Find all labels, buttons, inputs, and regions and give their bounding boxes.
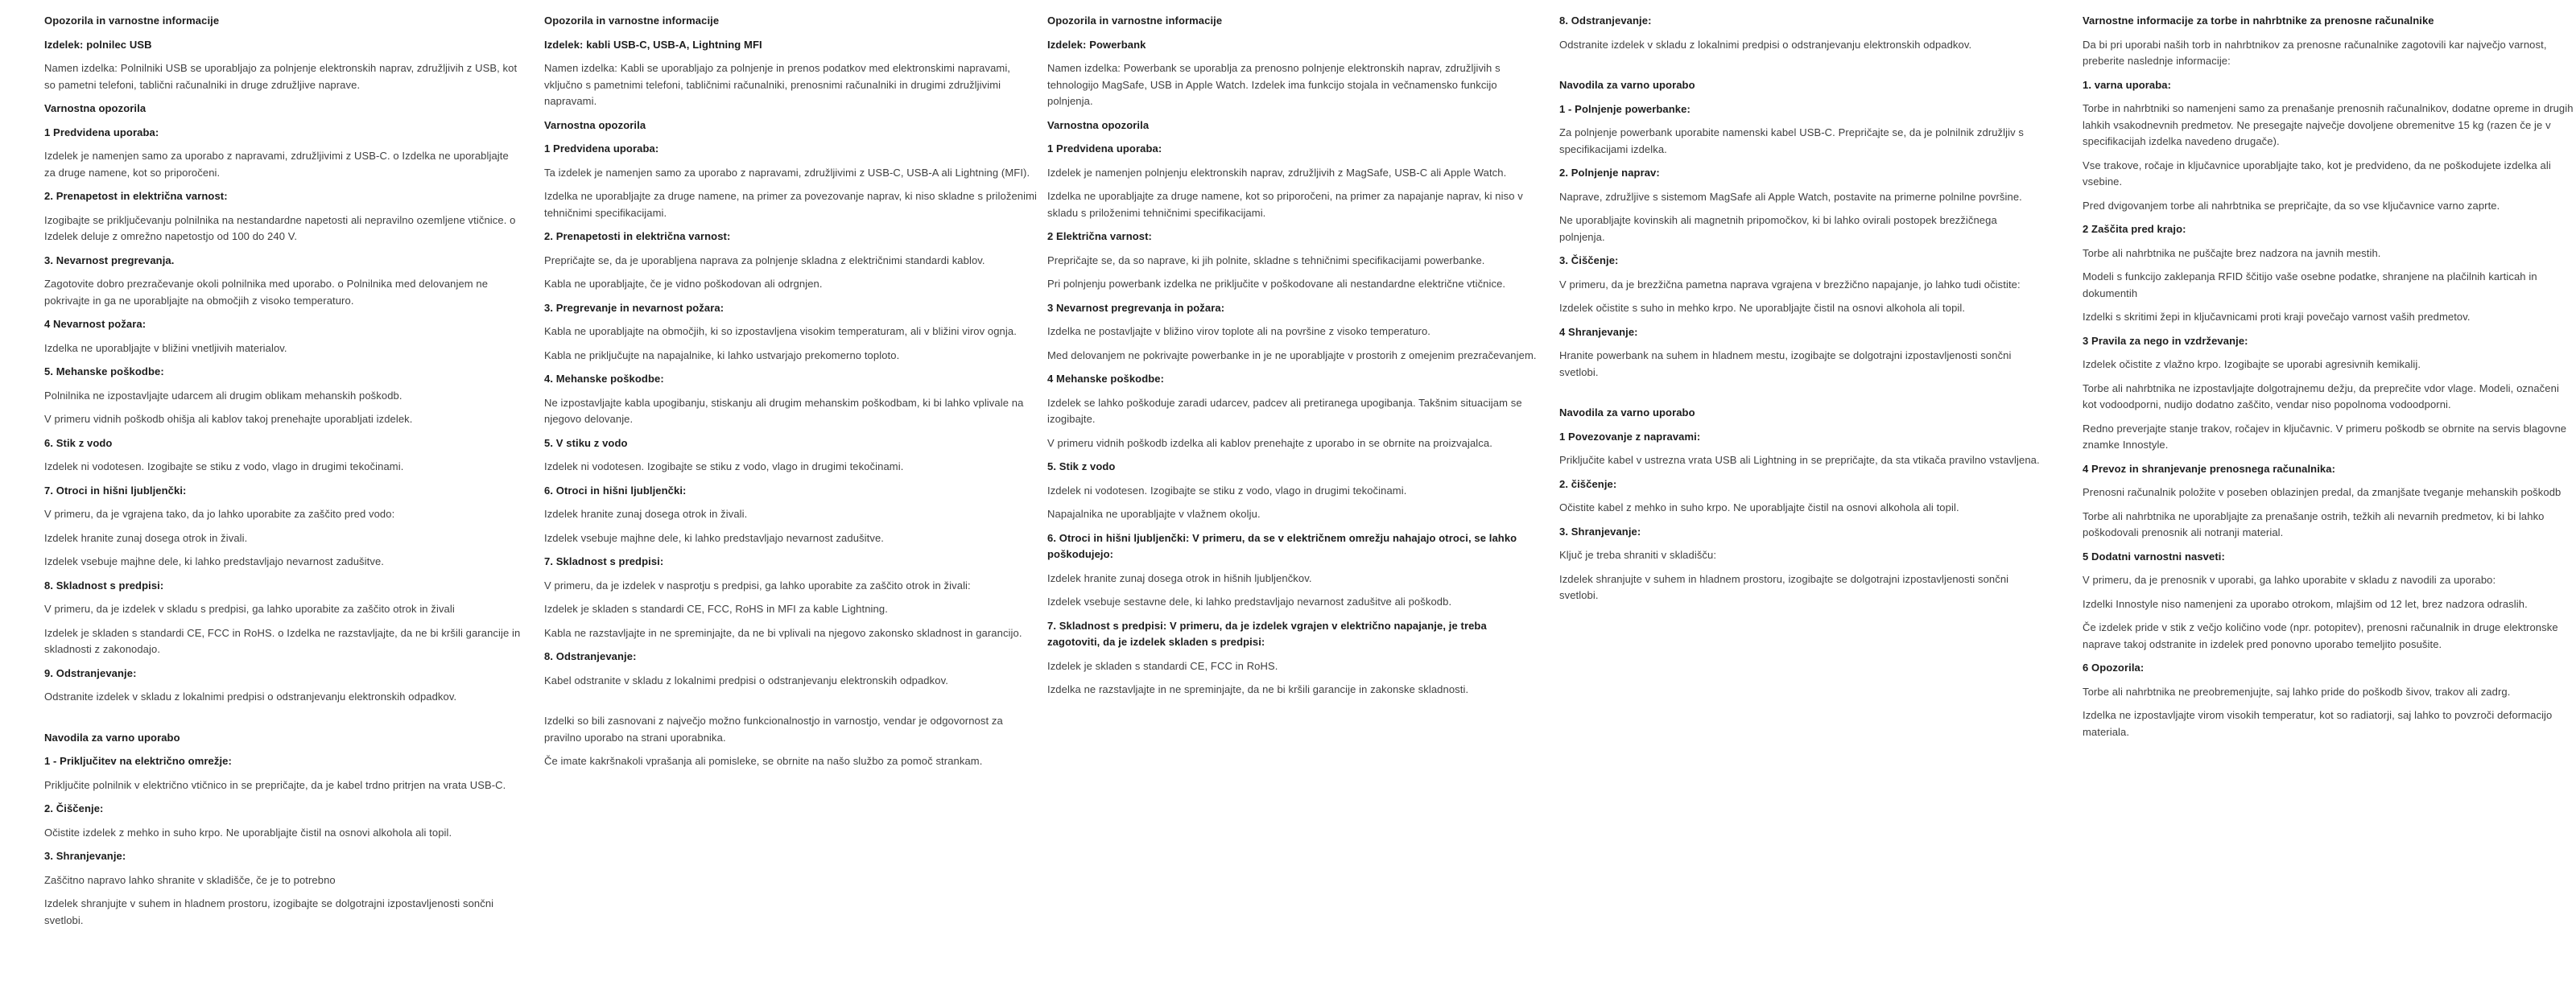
paragraph: Ta izdelek je namenjen samo za uporabo z napravami, združljivimi z USB-C, USB-A ali Lightning (MFI). — [544, 166, 1030, 179]
paragraph: Izdelki Innostyle niso namenjeni za uporabo otrokom, mlajšim od 12 let, brez nadzora odraslih. — [2083, 597, 2528, 610]
section-heading: 4 Prevoz in shranjevanje prenosnega računalnika: — [2083, 462, 2336, 475]
paragraph: Prepričajte se, da je uporabljena naprava za polnjenje skladna z električnimi standardi kablov. — [544, 254, 985, 266]
paragraph: Vse trakove, ročaje in ključavnice uporabljajte tako, kot je predvideno, da ne poškodujete izdelka ali vsebine. — [2083, 159, 2551, 188]
paragraph: Odstranite izdelek v skladu z lokalnimi predpisi o odstranjevanju elektronskih odpadkov. — [1559, 38, 1972, 51]
section-heading: 1 Predvidena uporaba: — [544, 142, 659, 155]
column-powerbank-warnings — [1047, 13, 1538, 706]
paragraph: Izdelek hranite zunaj dosega otrok in živali. — [544, 508, 748, 520]
section-heading: 1 - Polnjenje powerbanke: — [1559, 102, 1690, 115]
section-heading: Varnostna opozorila — [1047, 118, 1150, 131]
paragraph: Izdelka ne uporabljajte za druge namene, na primer za povezovanje naprav, ki niso skladne s priloženimi tehničnimi specifikacijami. — [544, 190, 1038, 219]
paragraph: Izdelek je skladen s standardi CE, FCC in RoHS. o Izdelka ne razstavljajte, da ne bi kršili garancije in skladnosti z zakonodajo. — [44, 626, 521, 655]
section-heading: 3 Pravila za nego in vzdrževanje: — [2083, 334, 2248, 347]
paragraph: Izdelek je skladen s standardi CE, FCC, RoHS in MFI za kable Lightning. — [544, 603, 888, 615]
section-heading: 1 Predvidena uporaba: — [44, 126, 159, 138]
paragraph: Izdelka ne postavljajte v bližino virov toplote ali na površine z visoko temperaturo. — [1047, 325, 1431, 337]
paragraph: Torbe ali nahrbtnika ne uporabljajte za prenašanje ostrih, težkih ali nevarnih predmetov, ki bi lahko poškodovali prenosnik ali notranji material. — [2083, 509, 2545, 538]
paragraph: Izdelek vsebuje majhne dele, ki lahko predstavljajo nevarnost zadušitve. — [544, 531, 884, 544]
section-heading: 3 Nevarnost pregrevanja in požara: — [1047, 301, 1225, 314]
paragraph: Namen izdelka: Powerbank se uporablja za prenosno polnjenje elektronskih naprav, združljivih s tehnologijo MagSafe, USB in Apple Watch. Izdelek ima funkcijo stojala in večnamensko funkcijo polnjenja. — [1047, 62, 1501, 107]
paragraph: Izdelek ni vodotesen. Izogibajte se stiku z vodo, vlago in drugimi tekočinami. — [44, 460, 404, 472]
section-heading: 2 Električna varnost: — [1047, 230, 1152, 242]
paragraph: Pri polnjenju powerbank izdelka ne priključite v poškodovane ali nestandardne električne vtičnice. — [1047, 278, 1506, 290]
section-heading: 4 Shranjevanje: — [1559, 325, 1638, 338]
paragraph: Če izdelek pride v stik z večjo količino vode (npr. potopitev), prenosni računalnik in druge elektronske naprave takoj odstranite in izdelek pred ponovno uporabo temeljito posušite. — [2083, 621, 2558, 650]
paragraph: Med delovanjem ne pokrivajte powerbanke in je ne uporabljajte v prostorih z omejenim prezračevanjem. — [1047, 348, 1537, 361]
section-heading: 1 - Priključitev na električno omrežje: — [44, 755, 232, 767]
section-heading: 2. čiščenje: — [1559, 477, 1617, 490]
section-heading: Navodila za varno uporabo — [1559, 79, 1695, 91]
section-heading: 8. Odstranjevanje: — [1559, 14, 1652, 27]
paragraph: Torbe ali nahrbtnika ne preobremenjujte, saj lahko pride do poškodb šivov, trakov ali zadrg. — [2083, 685, 2511, 698]
paragraph: Hranite powerbank na suhem in hladnem mestu, izogibajte se dolgotrajni izpostavljenosti sončni svetlobi. — [1559, 349, 2012, 378]
paragraph: Izdelek ni vodotesen. Izogibajte se stiku z vodo, vlago in drugimi tekočinami. — [1047, 484, 1407, 497]
paragraph: Izdelki so bili zasnovani z največjo možno funkcionalnostjo in varnostjo, vendar je odgovornost za pravilno uporabo na strani uporabnika. — [544, 715, 1003, 744]
paragraph: Izdelek je namenjen samo za uporabo z napravami, združljivimi z USB-C. o Izdelka ne uporabljajte za druge namene, kot so priporočeni. — [44, 150, 509, 179]
paragraph: Torbe ali nahrbtnika ne puščajte brez nadzora na javnih mestih. — [2083, 246, 2381, 259]
section-heading: Opozorila in varnostne informacije — [44, 14, 220, 27]
paragraph: V primeru, da je izdelek v skladu s predpisi, ga lahko uporabite za zaščito otrok in živali — [44, 603, 455, 615]
section-heading: Izdelek: Powerbank — [1047, 38, 1146, 51]
section-heading: 5. V stiku z vodo — [544, 436, 628, 449]
paragraph: Kabel odstranite v skladu z lokalnimi predpisi o odstranjevanju elektronskih odpadkov. — [544, 674, 948, 686]
column-cable-warnings — [544, 13, 1038, 777]
paragraph: Izdelka ne uporabljajte za druge namene, kot so priporočeni, na primer za napajanje naprav, ki niso v skladu s priloženimi tehničnimi specifikacijami. — [1047, 190, 1523, 219]
paragraph: Izdelka ne izpostavljajte virom visokih temperatur, kot so radiatorji, saj lahko to povzroči deformacijo materiala. — [2083, 709, 2553, 738]
section-heading: 5. Mehanske poškodbe: — [44, 365, 164, 377]
section-heading: Navodila za varno uporabo — [1559, 406, 1695, 418]
section-heading: 9. Odstranjevanje: — [44, 666, 137, 679]
section-heading: 2. Prenapetosti in električna varnost: — [544, 230, 731, 242]
paragraph: Torbe ali nahrbtnika ne izpostavljajte dolgotrajnemu dežju, da preprečite vdor vlage. Modeli, označeni kot vodoodporni, nudijo dodatno zaščito, vendar niso popolnoma vodoodporni. — [2083, 381, 2559, 410]
section-heading: 1. varna uporaba: — [2083, 78, 2172, 91]
section-heading: 7. Otroci in hišni ljubljenčki: — [44, 484, 187, 497]
section-heading: 7. Skladnost s predpisi: — [544, 555, 664, 567]
section-heading: 8. Odstranjevanje: — [544, 650, 637, 662]
paragraph: Kabla ne razstavljajte in ne spreminjajte, da ne bi vplivali na njegovo zakonsko skladnost in garancijo. — [544, 626, 1022, 639]
paragraph: Priključite kabel v ustrezna vrata USB ali Lightning in se prepričajte, da sta vtikača pravilno vstavljena. — [1559, 454, 2040, 466]
section-heading: 3. Čiščenje: — [1559, 254, 1619, 266]
section-heading: 8. Skladnost s predpisi: — [44, 579, 164, 592]
section-heading: Izdelek: kabli USB-C, USB-A, Lightning MFI — [544, 38, 762, 51]
section-heading: Varnostna opozorila — [44, 102, 147, 114]
paragraph: Redno preverjajte stanje trakov, ročajev in ključavnic. V primeru poškodb se obrnite na servis blagovne znamke Innostyle. — [2083, 422, 2567, 451]
paragraph: V primeru vidnih poškodb izdelka ali kablov prenehajte z uporabo in se obrnite na proizvajalca. — [1047, 436, 1492, 449]
section-heading: 5 Dodatni varnostni nasveti: — [2083, 550, 2225, 563]
section-heading: 4. Mehanske poškodbe: — [544, 373, 664, 385]
paragraph: Izdelek vsebuje sestavne dele, ki lahko predstavljajo nevarnost zadušitve ali poškodb. — [1047, 596, 1452, 608]
paragraph: Da bi pri uporabi naših torb in nahrbtnikov za prenosne računalnike zagotovili kar največjo varnost, preberite naslednje informacije: — [2083, 38, 2547, 67]
paragraph: Izdelka ne razstavljajte in ne spreminjajte, da ne bi kršili garancije in zakonske skladnosti. — [1047, 683, 1469, 695]
paragraph: Naprave, združljive s sistemom MagSafe ali Apple Watch, postavite na primerne polnilne površine. — [1559, 190, 2022, 203]
section-heading: 2. Polnjenje naprav: — [1559, 167, 1660, 179]
section-heading: Opozorila in varnostne informacije — [1047, 14, 1223, 27]
section-heading: Varnostne informacije za torbe in nahrbtnike za prenosne računalnike — [2083, 14, 2434, 27]
section-heading: 2 Zaščita pred krajo: — [2083, 223, 2186, 235]
paragraph: Kabla ne uporabljajte, če je vidno poškodovan ali odrgnjen. — [544, 278, 823, 290]
paragraph: Za polnjenje powerbank uporabite namenski kabel USB-C. Prepričajte se, da je polnilnik združljiv s specifikacijami izdelka. — [1559, 126, 2025, 155]
paragraph: V primeru, da je izdelek v nasprotju s predpisi, ga lahko uporabite za zaščito otrok in živali: — [544, 579, 971, 592]
section-heading: 1 Povezovanje z napravami: — [1559, 430, 1701, 443]
section-heading: 3. Shranjevanje: — [1559, 525, 1641, 538]
paragraph: Napajalnika ne uporabljajte v vlažnem okolju. — [1047, 508, 1261, 520]
section-heading: 3. Nevarnost pregrevanja. — [44, 254, 175, 266]
column-usb-charger-warnings — [44, 13, 521, 936]
paragraph: Ne izpostavljajte kabla upogibanju, stiskanju ali drugim mehanskim poškodbam, ki bi lahko vplivale na njegovo delovanje. — [544, 396, 1024, 425]
section-heading: 6. Stik z vodo — [44, 436, 113, 449]
section-heading: 3. Shranjevanje: — [44, 850, 126, 862]
paragraph: Izdelek očistite s suho in mehko krpo. Ne uporabljajte čistil na osnovi alkohola ali topil. — [1559, 302, 1966, 314]
paragraph: Kabla ne uporabljajte na območjih, ki so izpostavljena visokim temperaturam, ali v bližini virov ognja. — [544, 325, 1017, 337]
paragraph: Izdelek shranjujte v suhem in hladnem prostoru, izogibajte se dolgotrajni izpostavljenosti sončni svetlobi. — [1559, 572, 2009, 601]
paragraph: V primeru, da je brezžična pametna naprava vgrajena v brezžično napajanje, jo lahko tudi očistite: — [1559, 278, 2021, 291]
paragraph: Kabla ne priključujte na napajalnike, ki lahko ustvarjajo prekomerno toploto. — [544, 348, 900, 361]
paragraph: Izdelek očistite z vlažno krpo. Izogibajte se uporabi agresivnih kemikalij. — [2083, 358, 2421, 370]
section-heading: Izdelek: polnilec USB — [44, 38, 152, 51]
paragraph: Izdelek shranjujte v suhem in hladnem prostoru, izogibajte se dolgotrajni izpostavljenosti sončni svetlobi. — [44, 897, 494, 926]
section-heading: Varnostna opozorila — [544, 118, 646, 131]
paragraph: Pred dvigovanjem torbe ali nahrbtnika se prepričajte, da so vse ključavnice varno zaprte. — [2083, 199, 2500, 212]
paragraph: Ključ je treba shraniti v skladišču: — [1559, 549, 1717, 561]
paragraph: Izdelek je skladen s standardi CE, FCC in RoHS. — [1047, 659, 1278, 672]
section-heading: 4 Mehanske poškodbe: — [1047, 373, 1165, 385]
paragraph: Torbe in nahrbtniki so namenjeni samo za prenašanje prenosnih računalnikov, dodatne opreme in drugih lahkih vsakodnevnih predmetov. Ne presegajte največje dovoljene obremenitve 15 kg (razen če je v specifikacijah izdelka navedeno drugače). — [2083, 102, 2574, 147]
paragraph: Prenosni računalnik položite v poseben oblazinjen predal, da zmanjšate tveganje mehanskih poškodb — [2083, 486, 2562, 498]
paragraph: Ne uporabljajte kovinskih ali magnetnih pripomočkov, ki bi lahko ovirali postopek brezžičnega polnjenja. — [1559, 214, 1997, 243]
section-heading: 6 Opozorila: — [2083, 662, 2145, 674]
section-heading: 1 Predvidena uporaba: — [1047, 142, 1162, 155]
column-usage-instructions — [1559, 13, 2044, 612]
paragraph: Namen izdelka: Kabli se uporabljajo za polnjenje in prenos podatkov med elektronskimi napravami, vključno s pametnimi telefoni, tabličnimi računalniki, prenosnimi računalniki in drugimi združljivimi napravami. — [544, 62, 1011, 107]
section-heading: Navodila za varno uporabo — [44, 731, 180, 744]
paragraph: Izdelki s skritimi žepi in ključavnicami proti kraji povečajo varnost vaših predmetov. — [2083, 311, 2471, 323]
column-laptop-bag-safety — [2083, 13, 2574, 748]
paragraph: Izdelek je namenjen polnjenju elektronskih naprav, združljivih z MagSafe, USB-C ali Apple Watch. — [1047, 166, 1507, 179]
paragraph: Prepričajte se, da so naprave, ki jih polnite, skladne s tehničnimi specifikacijami powerbanke. — [1047, 254, 1485, 266]
paragraph: Zaščitno napravo lahko shranite v skladišče, če je to potrebno — [44, 873, 336, 886]
paragraph: V primeru vidnih poškodb ohišja ali kablov takoj prenehajte uporabljati izdelek. — [44, 413, 413, 425]
section-heading: 6. Otroci in hišni ljubljenčki: V primeru, da se v električnem omrežju nahajajo otroci, se lahko poškodujejo: — [1047, 531, 1517, 560]
paragraph: Izdelek vsebuje majhne dele, ki lahko predstavljajo nevarnost zadušitve. — [44, 555, 384, 567]
paragraph: Odstranite izdelek v skladu z lokalnimi predpisi o odstranjevanju elektronskih odpadkov. — [44, 691, 457, 703]
paragraph: Polnilnika ne izpostavljajte udarcem ali drugim oblikam mehanskih poškodb. — [44, 389, 402, 402]
paragraph: Zagotovite dobro prezračevanje okoli polnilnika med uporabo. o Polnilnika med delovanjem ne pokrivajte in ga ne uporabljajte na območjih z visoko temperaturo. — [44, 278, 489, 307]
paragraph: Izdelek se lahko poškoduje zaradi udarcev, padcev ali pretiranega upogibanja. Takšnim situacijam se izogibajte. — [1047, 396, 1522, 425]
section-heading: Opozorila in varnostne informacije — [544, 14, 720, 27]
section-heading: 5. Stik z vodo — [1047, 460, 1116, 472]
paragraph: Izdelek ni vodotesen. Izogibajte se stiku z vodo, vlago in drugimi tekočinami. — [544, 460, 904, 472]
paragraph: V primeru, da je vgrajena tako, da jo lahko uporabite za zaščito pred vodo: — [44, 508, 395, 520]
section-heading: 2. Prenapetost in električna varnost: — [44, 190, 228, 202]
paragraph: Izdelka ne uporabljajte v bližini vnetljivih materialov. — [44, 341, 287, 354]
section-heading: 2. Čiščenje: — [44, 802, 104, 814]
paragraph: Namen izdelka: Polnilniki USB se uporabljajo za polnjenje elektronskih naprav, združljivih z USB, kot so pametni telefoni, tablični računalniki in druge združljive naprave. — [44, 62, 518, 91]
paragraph: V primeru, da je prenosnik v uporabi, ga lahko uporabite v skladu z navodili za uporabo: — [2083, 574, 2496, 586]
paragraph: Očistite izdelek z mehko in suho krpo. Ne uporabljajte čistil na osnovi alkohola ali topil. — [44, 826, 452, 839]
paragraph: Priključite polnilnik v električno vtičnico in se prepričajte, da je kabel trdno pritrjen na vrata USB-C. — [44, 778, 506, 791]
section-heading: 3. Pregrevanje in nevarnost požara: — [544, 301, 724, 314]
section-heading: 4 Nevarnost požara: — [44, 318, 147, 330]
paragraph: Izdelek hranite zunaj dosega otrok in hišnih ljubljenčkov. — [1047, 571, 1312, 584]
paragraph: Izdelek hranite zunaj dosega otrok in živali. — [44, 531, 248, 544]
paragraph: Če imate kakršnakoli vprašanja ali pomisleke, se obrnite na našo službo za pomoč strankam. — [544, 755, 983, 767]
paragraph: Izogibajte se priključevanju polnilnika na nestandardne napetosti ali nepravilno ozemljene vtičnice. o Izdelek deluje z omrežno napetostjo od 100 do 240 V. — [44, 213, 516, 242]
paragraph: Očistite kabel z mehko in suho krpo. Ne uporabljajte čistil na osnovi alkohola ali topil. — [1559, 501, 1959, 513]
paragraph: Modeli s funkcijo zaklepanja RFID ščitijo vaše osebne podatke, shranjene na plačilnih karticah in dokumentih — [2083, 270, 2537, 299]
section-heading: 6. Otroci in hišni ljubljenčki: — [544, 484, 687, 497]
section-heading: 7. Skladnost s predpisi: V primeru, da je izdelek vgrajen v električno napajanje, je treba zagotoviti, da je izdelek skladen s predpisi: — [1047, 619, 1487, 648]
